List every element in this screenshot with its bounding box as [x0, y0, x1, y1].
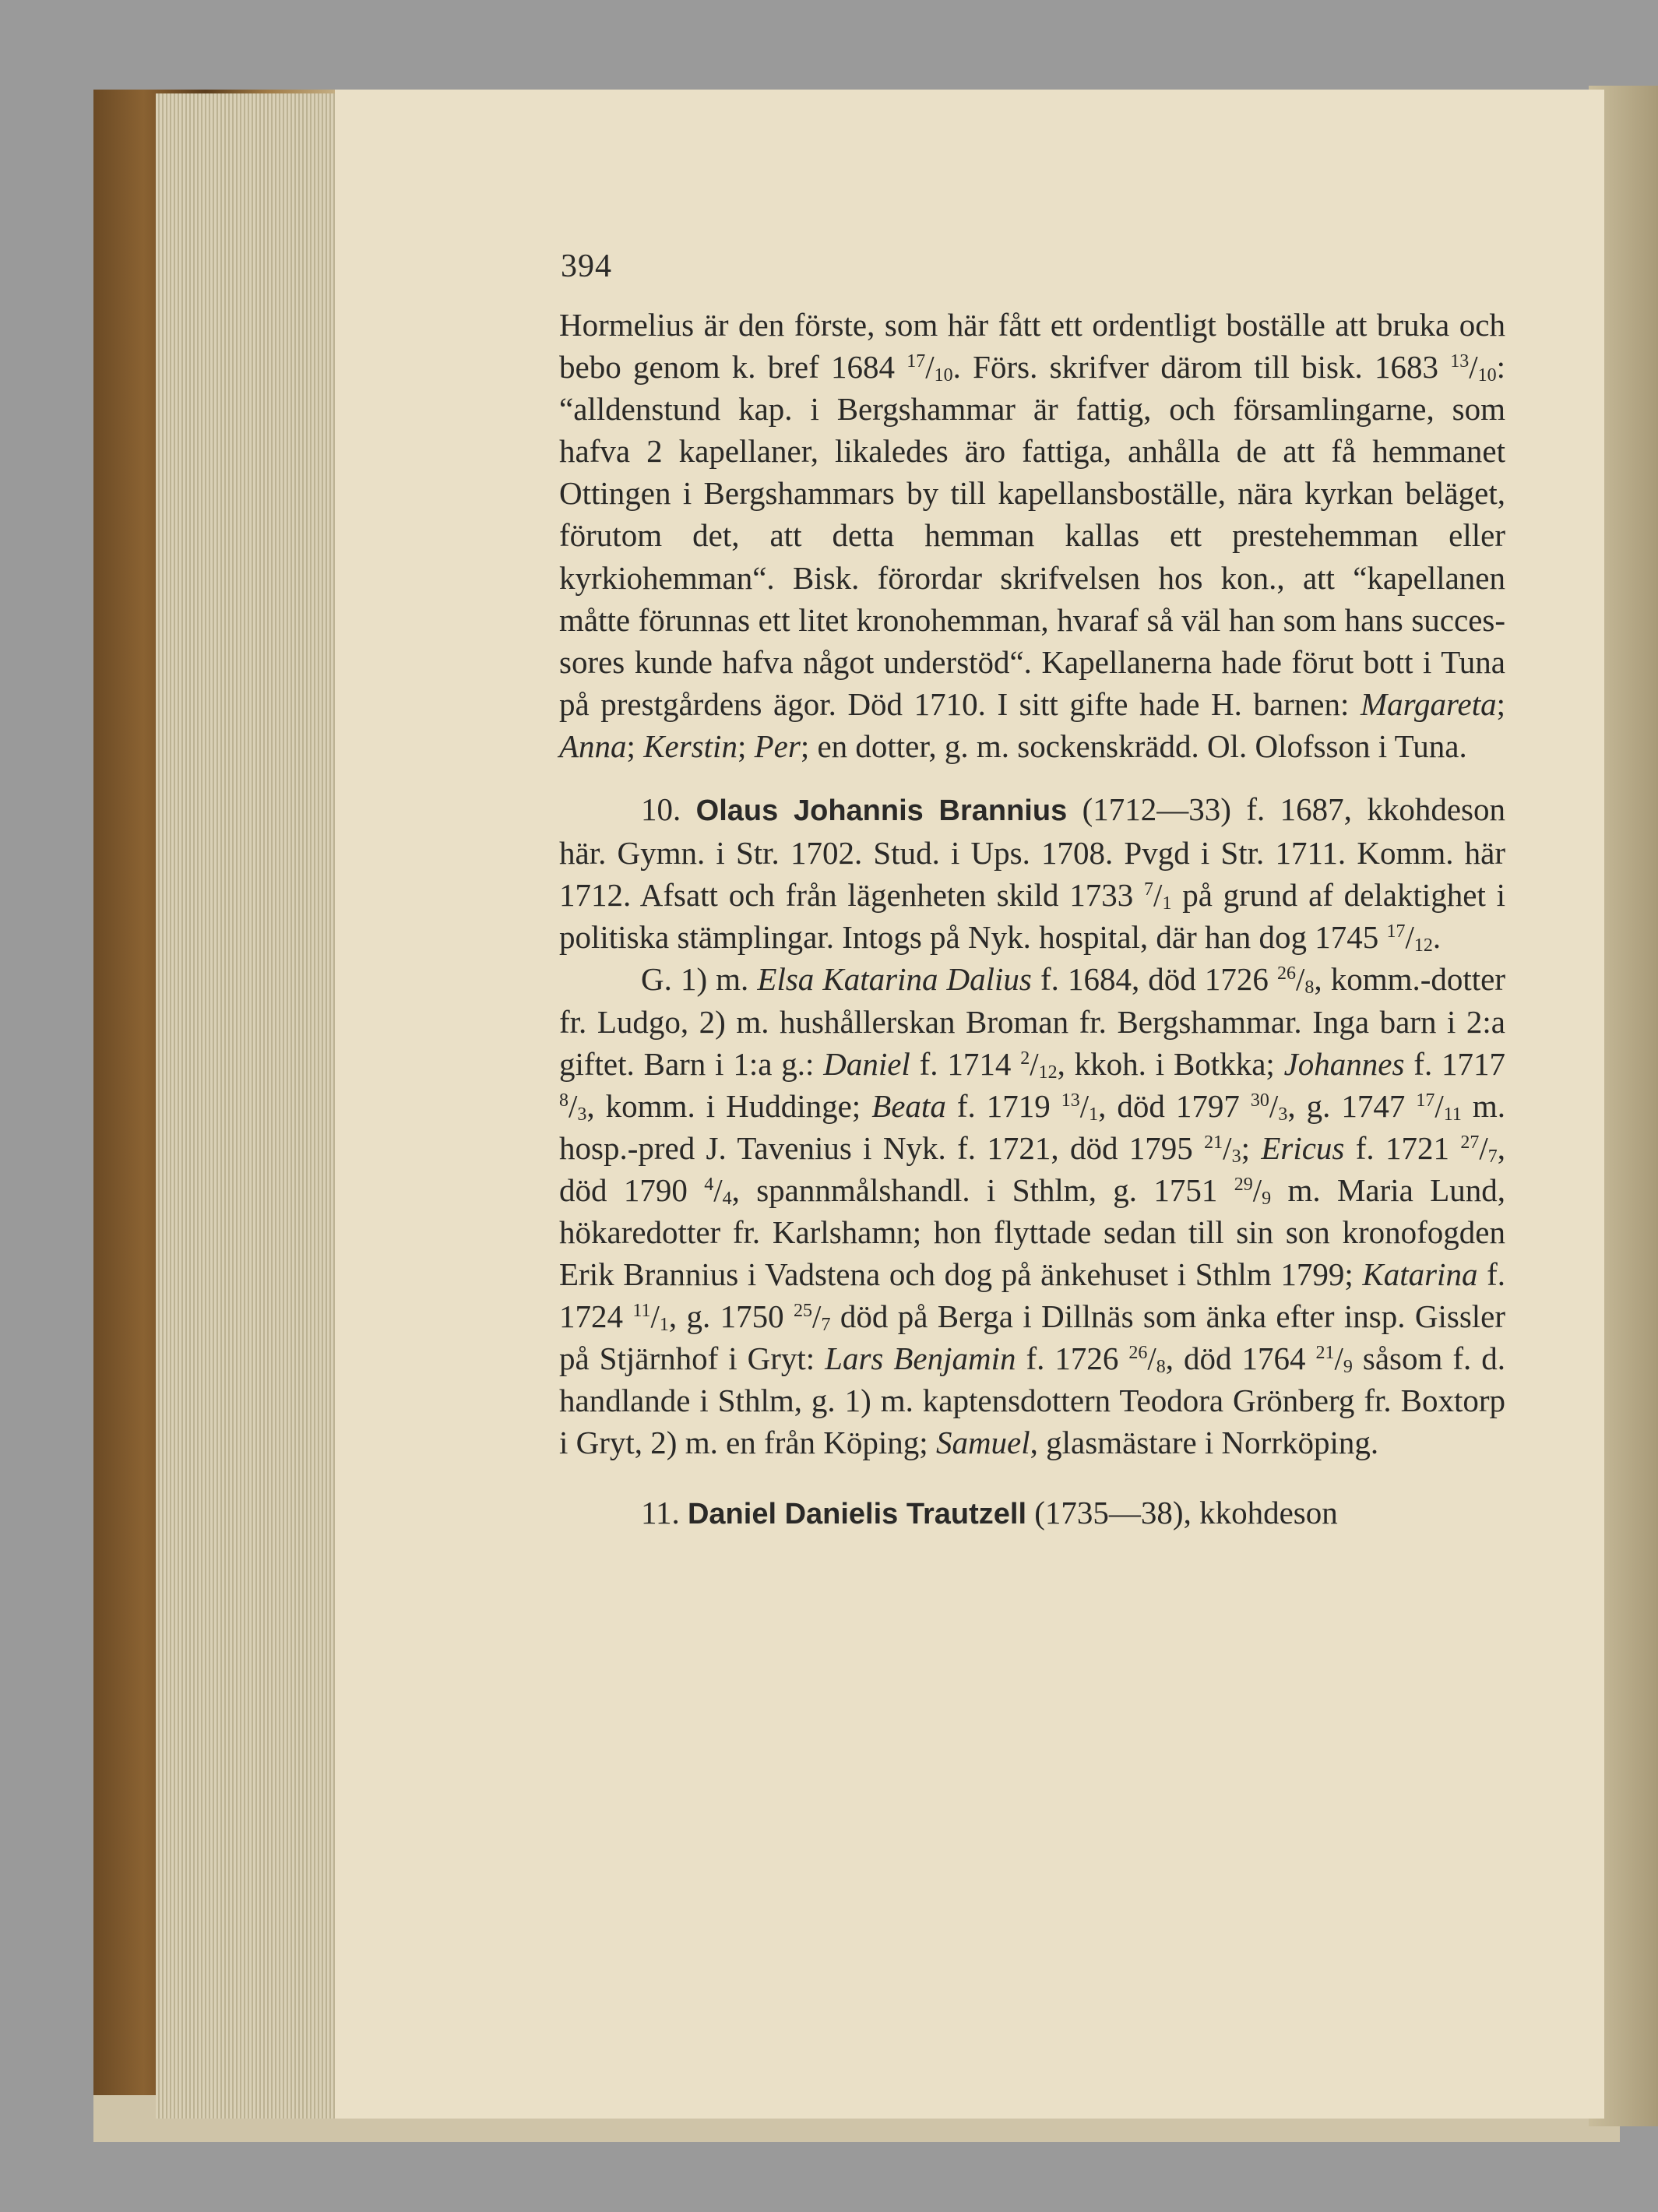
italic-name: Kerstin — [643, 727, 737, 764]
text-run: ; en dotter, g. m. sockenskrädd. Ol. Olofsson i Tuna. — [800, 727, 1467, 764]
fraction-numerator: 2 — [1020, 1048, 1030, 1069]
fraction-denominator: 8 — [1156, 1357, 1166, 1378]
text-run: f. 1714 — [910, 1045, 1021, 1082]
text-run: , spannmålshandl. i Sthlm, g. 1751 — [731, 1171, 1234, 1208]
fraction-numerator: 21 — [1204, 1132, 1223, 1153]
italic-name: Margareta — [1360, 685, 1497, 722]
fraction-numerator: 17 — [1416, 1090, 1435, 1111]
text-run: , komm.-dotter fr. Ludgo, 2) m. hushållerskan Broman fr. Bergshammar. Inga barn i 2:a giftet. Barn i 1:a g.: — [559, 961, 1506, 1082]
text-run: m. Maria Lund, hökaredotter fr. Karlshamn; hon flyttade sedan till sin son kronofogden Erik Brannius i Vadstena och dog på änkehuset i Sthlm 1799; — [559, 1171, 1506, 1293]
paragraph-trautzell — [559, 1492, 1505, 1535]
italic-name: Katarina — [1362, 1256, 1478, 1293]
text-run: f. 1684, död 1726 — [1031, 961, 1277, 998]
fraction-denominator: 10 — [934, 365, 953, 386]
italic-name: Ericus — [1261, 1129, 1345, 1166]
fraction-denominator: 7 — [1487, 1146, 1498, 1167]
text-run: såsom f. d. handlande i Sthlm, g. 1) m. kaptensdottern Teodora Grönberg fr. Boxtorp i Gryt, 2) m. en från Köping; — [559, 1340, 1505, 1461]
fraction-numerator: 11 — [632, 1301, 651, 1322]
fraction-numerator: 30 — [1250, 1090, 1269, 1111]
text-run: m. hosp.-pred J. Tavenius i Nyk. f. 1721, död 1795 — [559, 1087, 1506, 1166]
italic-name: Anna — [559, 727, 627, 764]
text-run: , kkoh. i Botkka; — [1057, 1045, 1284, 1082]
fraction-numerator: 27 — [1460, 1132, 1480, 1153]
fraction-denominator: 8 — [1304, 977, 1315, 999]
fraction-denominator: 3 — [1278, 1104, 1288, 1125]
text-run: död på Berga i Dillnäs som änka efter insp. Gissler på Stjärnhof i Gryt: — [559, 1298, 1506, 1377]
text-run: , död 1764 — [1165, 1340, 1316, 1377]
fraction-denominator: 9 — [1262, 1188, 1272, 1209]
fraction-denominator: 9 — [1343, 1357, 1353, 1378]
fraction-numerator: 8 — [559, 1090, 569, 1111]
fraction-numerator: 13 — [1450, 351, 1470, 372]
entry-name: Daniel Danielis Trautzell — [687, 1497, 1027, 1530]
fraction-denominator: 1 — [659, 1315, 669, 1336]
paragraph-brannius: 10. Olaus Johannis Brannius (1712—33) f. 1687, kkohdeson här. Gymn. i Str. 1702. Stud. i Ups. 1708. Pvgd i Str. 1711. Komm. här 1712. Afsatt och från lägenheten skild 1733 $^7/_1$ på grund af delaktighet i politiska stämplingar. Intogs på Nyk. hospital, där han dog 1745 $^{17}/_{12}$. — [559, 791, 1505, 956]
text-run: f. 1717 — [1404, 1045, 1506, 1082]
italic-name: Elsa Katarina Dalius — [757, 961, 1032, 998]
fraction-denominator: 12 — [1413, 935, 1433, 956]
fraction-denominator: 12 — [1038, 1062, 1058, 1083]
text-run: f. 1724 — [559, 1256, 1505, 1335]
text-run: , g. 1750 — [668, 1298, 794, 1335]
italic-name: Samuel — [935, 1425, 1030, 1461]
text-run: på grund af delaktighet i politiska stämplingar. Intogs på Nyk. hospital, där han dog 1745 — [559, 877, 1505, 956]
fraction-denominator: 1 — [1162, 893, 1172, 914]
text-run: ; — [737, 727, 755, 764]
text-run: , död 1797 — [1098, 1087, 1251, 1124]
text-run: (1735—38), kkohdeson — [1026, 1494, 1338, 1530]
fraction-numerator: 26 — [1276, 963, 1296, 984]
text-run: ; — [626, 727, 644, 764]
fraction-denominator: 10 — [1477, 365, 1497, 386]
fraction-denominator: 3 — [1231, 1146, 1241, 1167]
italic-name: Daniel — [823, 1045, 910, 1082]
text-run: , glasmästare i Norrköping. — [1030, 1425, 1379, 1461]
text-run: , komm. i Huddinge; — [586, 1087, 872, 1124]
fraction-numerator: 7 — [1144, 879, 1154, 900]
text-run: , g. 1747 — [1287, 1087, 1417, 1124]
text-run: . — [1432, 919, 1442, 956]
fraction-numerator: 29 — [1234, 1174, 1253, 1195]
fraction-numerator: 21 — [1315, 1343, 1335, 1364]
fraction-numerator: 25 — [794, 1301, 813, 1322]
fraction-denominator: 11 — [1443, 1104, 1462, 1125]
italic-name: Beata — [871, 1087, 946, 1124]
text-run: Hormelius är den förste, som här fått ett ordentligt boställe att bruka och bebo genom k. bref 1684 — [559, 307, 1505, 386]
text-run: . Förs. skrifver därom till bisk. 1683 — [952, 349, 1451, 386]
fraction-numerator: 26 — [1128, 1343, 1148, 1364]
page-edges — [156, 93, 343, 2119]
fraction-numerator: 4 — [704, 1174, 714, 1195]
italic-name: Per — [754, 727, 801, 764]
fraction-numerator: 17 — [1386, 921, 1406, 942]
text-run: ; — [1496, 685, 1505, 722]
text-run: f. 1719 — [945, 1087, 1061, 1124]
italic-name: Lars Benjamin — [825, 1340, 1016, 1377]
fraction-denominator: 3 — [577, 1104, 587, 1125]
text-run: (1712—33) f. 1687, kkohdeson här. Gymn. i Str. 1702. Stud. i Ups. 1708. Pvgd i Str. 1711. Komm. här 1712. Afsatt och från lägenheten skild 1733 — [559, 791, 1505, 914]
fraction-denominator: 4 — [722, 1188, 732, 1209]
fraction-numerator: 17 — [906, 351, 926, 372]
paragraph-hormelius: Hormelius är den förste, som här fått ett ordentligt boställe att bruka och bebo genom k. bref 1684 $^{17}/_{10}$. Förs. skrifver därom till bisk. 1683 $^{13}/_{10}$: “alldenstund kap. i Bergshammar är fattig, och församlingarne, som hafva 2 kapellaner, likaledes äro fattiga, anhålla de att få hemmanet Ottingen i Bergshammars by till kapellansboställe, nära kyrkan beläget, förutom det, att detta hemman kallas ett prestehemman eller kyrkiohemman“. Bisk. förordar skrifvelsen hos kon., att “kapellanen måtte förunnas ett litet kronohemman, hvaraf så väl han som hans successores kunde hafva något understöd“. Kapellanerna hade förut bott i Tuna på prestgårdens ägor. Död 1710. I sitt gifte hade H. barnen: Margareta; Anna; Kerstin; Per; en dotter, g. m. sockenskrädd. Ol. Olofsson i Tuna. — [559, 307, 1505, 764]
page-number: 394 — [561, 248, 612, 284]
page-text — [559, 304, 1505, 1535]
text-run: f. 1721 — [1344, 1129, 1461, 1166]
text-run: , död 1790 — [559, 1129, 1505, 1208]
text-run: G. 1) m. — [641, 961, 758, 998]
entry-number: 11. — [641, 1494, 680, 1530]
fraction-numerator: 13 — [1061, 1090, 1080, 1111]
text-run: ; — [1241, 1129, 1262, 1166]
italic-name: Johannes — [1283, 1045, 1405, 1082]
fraction-denominator: 7 — [821, 1315, 831, 1336]
fraction-denominator: 1 — [1089, 1104, 1099, 1125]
entry-name: Olaus Johannis Brannius — [695, 794, 1068, 828]
paragraph-family: G. 1) m. Elsa Katarina Dalius f. 1684, död 1726 $^{26}/_8$, komm.-dotter fr. Ludgo, 2) m. hushållerskan Broman fr. Bergshammar. Inga barn i 2:a giftet. Barn i 1:a g.: Daniel f. 1714 $^2/_{12}$, kkoh. i Botkka; Johannes f. 1717 $^8/_3$, komm. i Huddinge; Beata f. 1719 $^{13}/_1$, död 1797 $^{30}/_3$, g. 1747 $^{17}/_{11}$ m. hosp.-pred J. Tavenius i Nyk. f. 1721, död 1795 $^{21}/_3$; Ericus f. 1721 $^{27}/_7$, död 1790 $^4/_4$, spannmålshandl. i Sthlm, g. 1751 $^{29}/_9$ m. Maria Lund, hökaredotter fr. Karlshamn; hon flyttade sedan till sin son kronofogden Erik Brannius i Vadstena och dog på änkehuset i Sthlm 1799; Katarina f. 1724 $^{11}/_1$, g. 1750 $^{25}/_7$ död på Berga i Dillnäs som änka efter insp. Gissler på Stjärnhof i Gryt: Lars Benjamin f. 1726 $^{26}/_8$, död 1764 $^{21}/_9$ såsom f. d. handlande i Sthlm, g. 1) m. kaptensdottern Teodora Grönberg fr. Boxtorp i Gryt, 2) m. en från Köping; Samuel, glasmästare i Norrköping. — [559, 961, 1506, 1461]
text-run: f. 1726 — [1016, 1340, 1129, 1377]
text-run: : “alldenstund kap. i Bergshammar är fattig, och församlingarne, som hafva 2 kapellaner, likaledes äro fattiga, anhålla de att få hemmanet Ottingen i Bergshammars by till kapellansboställe, nära kyrkan beläget, förutom det, att detta hemman kallas ett prestehemman eller kyrkiohemman“. Bisk. förordar skrifvelsen hos kon., att “kapellanen måtte förunnas ett litet kronohemman, hvaraf så väl han som hans successores kunde hafva något understöd“. Kapellanerna hade förut bott i Tuna på prestgårdens ägor. Död 1710. I sitt gifte hade H. barnen: — [559, 349, 1505, 722]
entry-number: 10. — [641, 791, 681, 828]
